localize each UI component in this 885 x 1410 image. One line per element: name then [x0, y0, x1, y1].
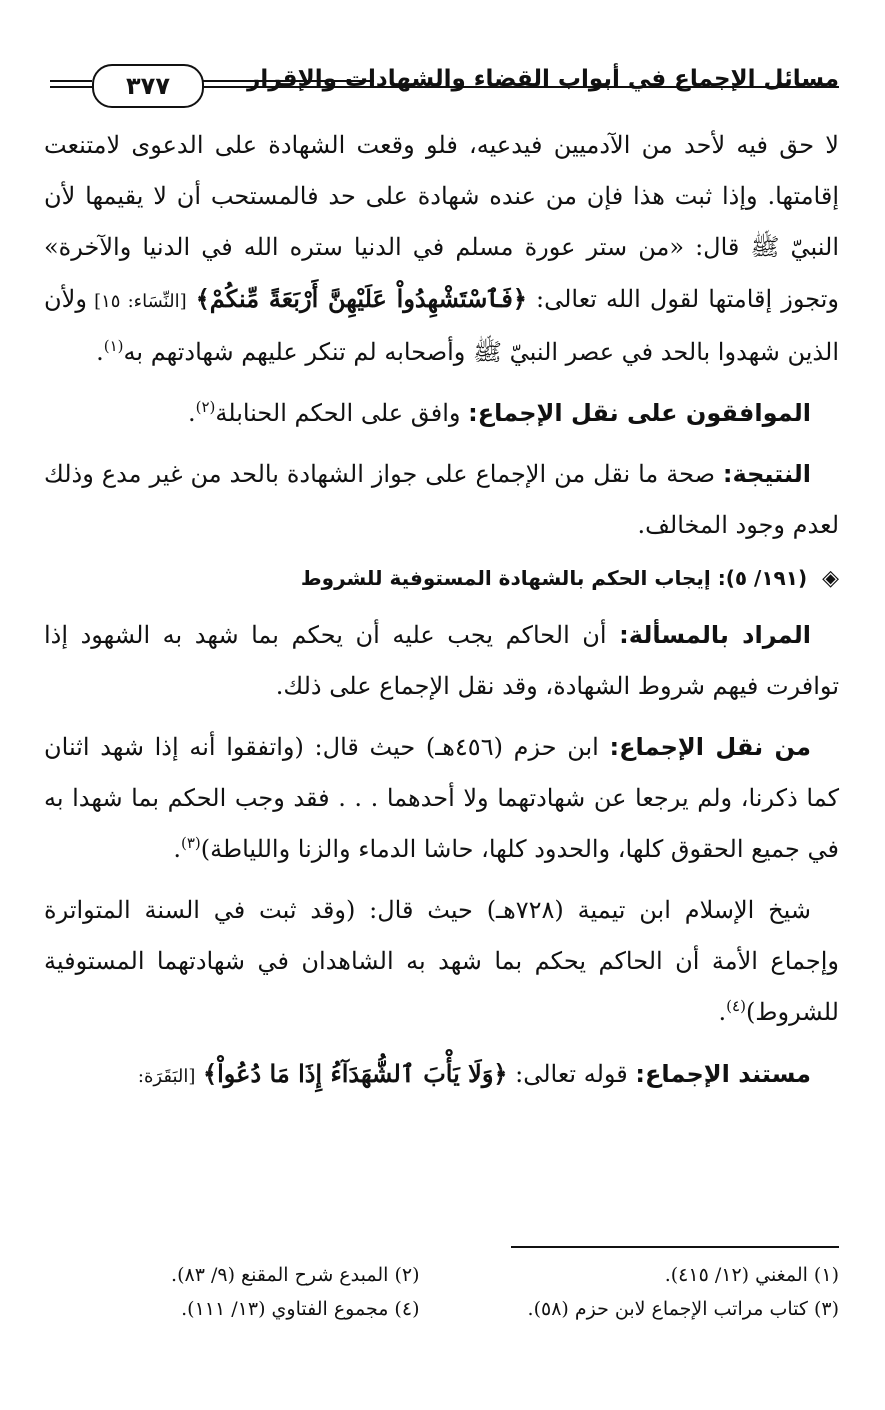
footnote-marker: (٤) — [726, 997, 746, 1015]
header-rule — [50, 80, 92, 82]
paragraph-text: أن الحاكم يجب عليه أن يحكم بما شهد به الشهود إذا توافرت فيهم شروط الشهادة، وقد نقل الإجماع على ذلك. — [44, 621, 839, 700]
paragraph-text: ابن حزم (٤٥٦هـ) حيث قال: (واتفقوا أنه إذا شهد اثنان كما ذكرنا، ولم يرجعا عن شهادتهما ولا أحدهما . . . فقد وجب الحكم بما شهدا به في جميع الحقوق كلها، والحدود كلها، حاشا الدماء والزنا واللياطة) — [44, 733, 839, 863]
paragraph-text: صحة ما نقل من الإجماع على جواز الشهادة بالحد من غير مدع وذلك لعدم وجود المخالف. — [44, 460, 839, 539]
paragraph-agreeing — [44, 388, 839, 439]
paragraph-text: وافق على الحكم الحنابلة — [215, 399, 461, 427]
paragraph-end: . — [173, 835, 181, 863]
quran-verse: ﴿فَٱسْتَشْهِدُواْ عَلَيْهِنَّ أَرْبَعَةً مِّنكُمْ﴾ — [195, 284, 527, 313]
footnote-3: (٣) كتاب مراتب الإجماع لابن حزم (٥٨). — [527, 1298, 839, 1320]
paragraph-text: لا حق فيه لأحد من الآدميين فيدعيه، فلو وقعت الشهادة على الدعوى لامتنعت إقامتها. وإذا ثبت هذا فإن من عنده شهادة على حد فالمستحب أن لا يقيمها لأن النبيّ ﷺ قال: «من ستر عورة مسلم في الدنيا ستره الله في الدنيا والآخرة» وتجوز إقامتها لقول الله تعالى: — [44, 131, 840, 313]
paragraph-label: مستند الإجماع: — [635, 1060, 811, 1088]
paragraph-end: . — [718, 998, 727, 1026]
paragraph-hadith — [44, 120, 839, 378]
diamond-icon: ◈ — [822, 566, 839, 591]
paragraph-transmitters — [44, 722, 839, 875]
paragraph-text: ولأن الذين شهدوا بالحد في عصر النبيّ ﷺ وأصحابه لم تنكر عليهم شهادتهم به — [44, 285, 839, 366]
verse-reference: [النِّسَاء: ١٥] — [86, 291, 187, 312]
paragraph-label: المراد بالمسألة: — [619, 621, 811, 649]
page-number: ٣٧٧ — [126, 72, 170, 100]
paragraph-end: . — [187, 399, 196, 427]
page-header — [44, 58, 839, 120]
paragraph-label: الموافقون على نقل الإجماع: — [468, 399, 811, 427]
header-rule — [200, 86, 839, 88]
page-number-frame — [92, 64, 204, 108]
section-heading — [44, 561, 839, 596]
paragraph-end: . — [96, 338, 104, 366]
paragraph-label: النتيجة: — [722, 460, 811, 488]
footnote-1: (١) المغني (١٢/ ٤١٥). — [664, 1264, 839, 1286]
paragraph-text: قوله تعالى: — [507, 1060, 628, 1088]
footnotes — [40, 1258, 839, 1326]
verse-reference: [البَقَرَة: — [137, 1066, 196, 1087]
paragraph-label: من نقل الإجماع: — [609, 733, 811, 761]
footnote-4: (٤) مجموع الفتاوي (١٣/ ١١١). — [181, 1298, 420, 1320]
page-content — [44, 58, 839, 1112]
footnote-2: (٢) المبدع شرح المقنع (٩/ ٨٣). — [171, 1264, 420, 1286]
section-heading-text: (١٩١/ ٥): إيجاب الحكم بالشهادة المستوفية للشروط — [300, 566, 808, 590]
quran-verse: ﴿وَلَا يَأْبَ ٱلشُّهَدَآءُ إِذَا مَا دُعُواْ﴾ — [203, 1059, 508, 1088]
body-text — [44, 120, 839, 1102]
paragraph-text: شيخ الإسلام ابن تيمية (٧٢٨هـ) حيث قال: (وقد ثبت في السنة المتواترة وإجماع الأمة أن الحاكم يحكم بما شهد به الشاهدان في شهادتهما المستوفية للشروط) — [44, 896, 839, 1026]
paragraph-basis — [44, 1048, 839, 1102]
paragraph-result — [44, 449, 839, 551]
paragraph-ibn-taymiyya — [44, 885, 839, 1038]
header-rule — [50, 86, 92, 88]
footnote-marker: (٢) — [195, 398, 216, 416]
header-rule — [200, 80, 374, 82]
running-title: مسائل الإجماع في أبواب القضاء والشهادات والإقرار — [247, 66, 839, 92]
footnote-marker: (١) — [103, 337, 124, 355]
footnote-marker: (٣) — [180, 834, 201, 852]
footnote-separator — [511, 1246, 839, 1248]
paragraph-meaning — [44, 610, 839, 712]
